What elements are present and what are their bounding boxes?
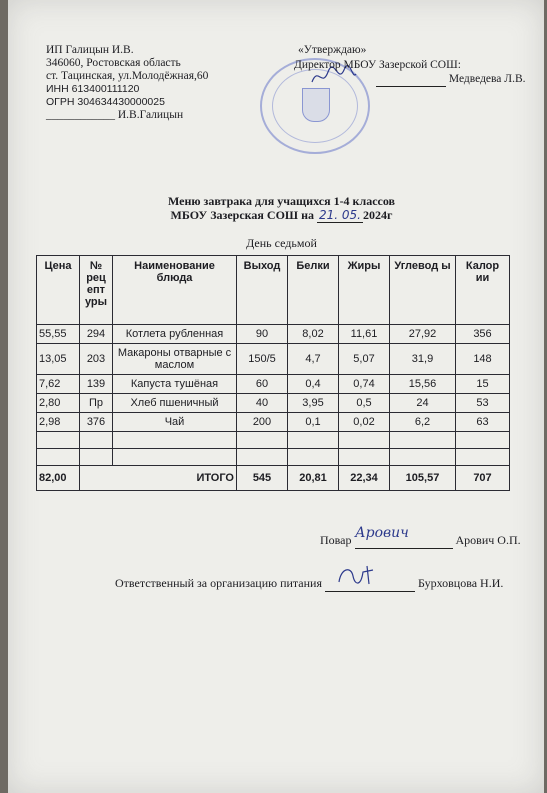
total-price: 82,00 bbox=[37, 466, 80, 491]
director-name: Медведева Л.В. bbox=[448, 73, 526, 85]
cell-price: 55,55 bbox=[37, 325, 80, 344]
cell-protein: 8,02 bbox=[288, 325, 339, 344]
responsible-label: Ответственный за организацию питания bbox=[115, 576, 322, 590]
cell-fat: 11,61 bbox=[339, 325, 390, 344]
col-header-kcal: Калор ии bbox=[456, 256, 510, 325]
cell-carbs: 24 bbox=[390, 394, 456, 413]
cell-kcal: 63 bbox=[456, 413, 510, 432]
col-header-yield: Выход bbox=[237, 256, 288, 325]
cell-dish: Чай bbox=[113, 413, 237, 432]
col-header-carbs: Углевод ы bbox=[390, 256, 456, 325]
cell-dish: Капуста тушёная bbox=[113, 375, 237, 394]
seal-emblem-icon bbox=[302, 88, 330, 122]
cell-yield: 40 bbox=[237, 394, 288, 413]
org-inn: ИНН 613400111120 bbox=[46, 83, 140, 95]
menu-title: Меню завтрака для учащихся 1-4 классов bbox=[167, 194, 396, 208]
cell-kcal: 53 bbox=[456, 394, 510, 413]
empty-cell bbox=[113, 432, 237, 449]
cell-yield: 200 bbox=[237, 413, 288, 432]
cell-kcal: 356 bbox=[456, 325, 510, 344]
responsible-signature bbox=[333, 562, 383, 590]
cell-dish: Котлета рубленная bbox=[113, 325, 237, 344]
total-fat: 22,34 bbox=[339, 466, 390, 491]
cell-protein: 3,95 bbox=[288, 394, 339, 413]
cell-price: 2,80 bbox=[37, 394, 80, 413]
org-name: ИП Галицын И.В. bbox=[46, 44, 134, 56]
col-header-recipe: № рец епт уры bbox=[80, 256, 113, 325]
menu-subtitle bbox=[8, 208, 547, 223]
cell-kcal: 15 bbox=[456, 375, 510, 394]
cell-carbs: 6,2 bbox=[390, 413, 456, 432]
empty-cell bbox=[288, 432, 339, 449]
empty-cell bbox=[37, 432, 80, 449]
cell-carbs: 31,9 bbox=[390, 344, 456, 375]
cell-carbs: 27,92 bbox=[390, 325, 456, 344]
table-header-row bbox=[37, 256, 510, 325]
org-details bbox=[46, 44, 208, 122]
empty-cell bbox=[237, 449, 288, 466]
cell-yield: 60 bbox=[237, 375, 288, 394]
empty-cell bbox=[339, 432, 390, 449]
col-header-dish: Наименование блюда bbox=[113, 256, 237, 325]
table-row bbox=[37, 413, 510, 432]
cook-signature-row bbox=[320, 533, 521, 549]
empty-cell bbox=[339, 449, 390, 466]
cell-protein: 4,7 bbox=[288, 344, 339, 375]
cell-dish: Макароны отварные с маслом bbox=[113, 344, 237, 375]
cell-carbs: 15,56 bbox=[390, 375, 456, 394]
empty-cell bbox=[390, 449, 456, 466]
responsible-name: Бурховцова Н.И. bbox=[418, 576, 504, 590]
table-row-empty bbox=[37, 432, 510, 449]
org-address-region: 346060, Ростовская область bbox=[46, 57, 181, 69]
cell-fat: 0,74 bbox=[339, 375, 390, 394]
director-title: Директор МБОУ Зазерской СОШ: bbox=[294, 59, 461, 71]
cell-kcal: 148 bbox=[456, 344, 510, 375]
empty-cell bbox=[37, 449, 80, 466]
empty-cell bbox=[456, 432, 510, 449]
cell-fat: 0,5 bbox=[339, 394, 390, 413]
cell-recipe: 203 bbox=[80, 344, 113, 375]
approval-block bbox=[294, 44, 526, 85]
org-ogrn: ОГРН 304634430000025 bbox=[46, 96, 165, 108]
cook-label: Повар bbox=[320, 533, 352, 547]
cook-handwritten-signature: Арович bbox=[355, 525, 409, 541]
empty-cell bbox=[456, 449, 510, 466]
cell-dish: Хлеб пшеничный bbox=[113, 394, 237, 413]
total-carbs: 105,57 bbox=[390, 466, 456, 491]
total-label: ИТОГО bbox=[80, 466, 237, 491]
cell-price: 13,05 bbox=[37, 344, 80, 375]
cell-fat: 0,02 bbox=[339, 413, 390, 432]
cell-price: 7,62 bbox=[37, 375, 80, 394]
director-name-line bbox=[376, 73, 526, 87]
empty-cell bbox=[237, 432, 288, 449]
col-header-fat: Жиры bbox=[339, 256, 390, 325]
cell-yield: 90 bbox=[237, 325, 288, 344]
cell-recipe: 139 bbox=[80, 375, 113, 394]
document-page bbox=[8, 0, 544, 793]
empty-cell bbox=[288, 449, 339, 466]
cell-protein: 0,1 bbox=[288, 413, 339, 432]
cell-fat: 5,07 bbox=[339, 344, 390, 375]
col-header-protein: Белки bbox=[288, 256, 339, 325]
table-row bbox=[37, 394, 510, 413]
director-sign-line bbox=[376, 73, 446, 87]
table-row-empty bbox=[37, 449, 510, 466]
cell-price: 2,98 bbox=[37, 413, 80, 432]
total-protein: 20,81 bbox=[288, 466, 339, 491]
cell-protein: 0,4 bbox=[288, 375, 339, 394]
empty-cell bbox=[80, 449, 113, 466]
table-total-row bbox=[37, 466, 510, 491]
approval-heading: «Утверждаю» bbox=[298, 44, 367, 56]
cell-recipe: Пр bbox=[80, 394, 113, 413]
menu-table bbox=[36, 255, 510, 491]
year: 2024г bbox=[362, 208, 393, 222]
table-row bbox=[37, 344, 510, 375]
cook-name: Арович О.П. bbox=[455, 533, 521, 547]
col-header-price: Цена bbox=[37, 256, 80, 325]
cell-recipe: 294 bbox=[80, 325, 113, 344]
table-row bbox=[37, 325, 510, 344]
org-signature-line: ____________ И.В.Галицын bbox=[46, 109, 184, 121]
total-kcal: 707 bbox=[456, 466, 510, 491]
empty-cell bbox=[113, 449, 237, 466]
table-row bbox=[37, 375, 510, 394]
empty-cell bbox=[80, 432, 113, 449]
org-address-street: ст. Тацинская, ул.Молодёжная,60 bbox=[46, 70, 209, 82]
empty-cell bbox=[390, 432, 456, 449]
school-name: МБОУ Зазерская СОШ на bbox=[170, 208, 314, 222]
handwritten-date: 21. 05. bbox=[319, 208, 361, 222]
cell-recipe: 376 bbox=[80, 413, 113, 432]
cell-yield: 150/5 bbox=[237, 344, 288, 375]
responsible-signature-row bbox=[115, 576, 503, 592]
menu-day: День седьмой bbox=[246, 236, 317, 250]
total-yield: 545 bbox=[237, 466, 288, 491]
